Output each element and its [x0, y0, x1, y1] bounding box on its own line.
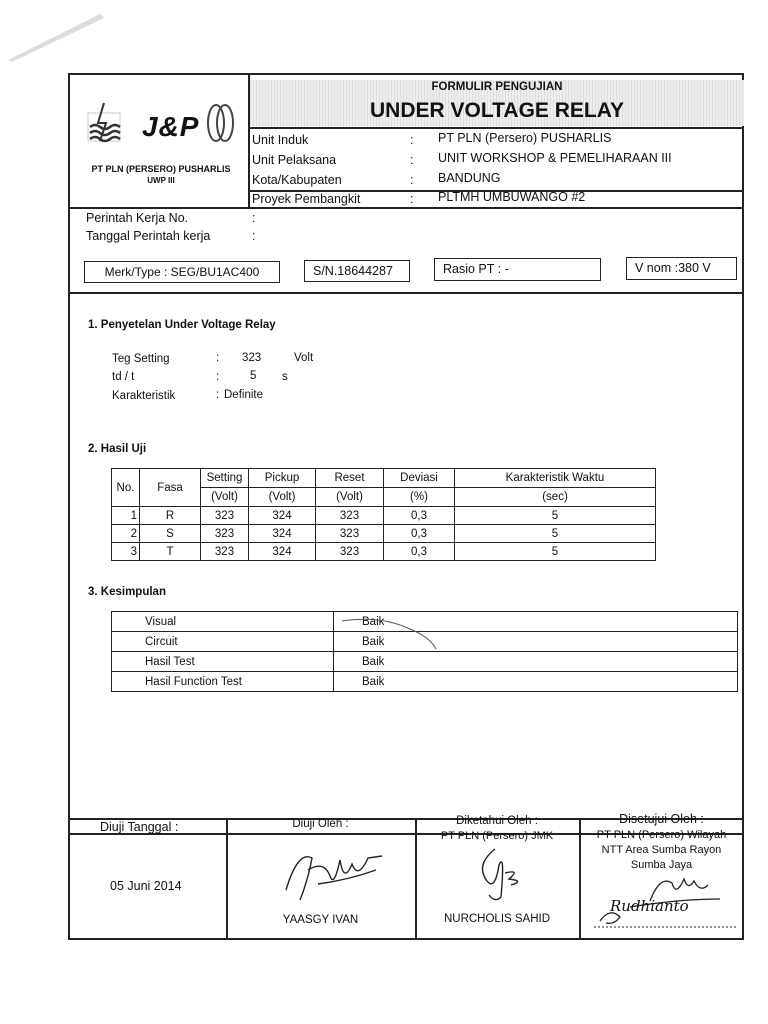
info-value-proyek: PLTMH UMBUWANGO #2	[438, 190, 586, 204]
col-header-reset: Reset	[316, 469, 384, 488]
section2-heading: 2. Hasil Uji	[88, 443, 147, 455]
cell-no: 1	[112, 507, 140, 525]
cell-setting: 323	[201, 507, 249, 525]
col-header-pickup: Pickup	[249, 469, 316, 488]
approved-by-org-line2: NTT Area Sumba Rayon	[601, 844, 722, 856]
info-value-kota: BANDUNG	[438, 171, 501, 185]
setting-unit-td: s	[282, 371, 288, 383]
test-form	[68, 73, 744, 940]
approved-by-org-line3: Sumba Jaya	[630, 859, 693, 871]
info-label-unit-pelaksana: Unit Pelaksana	[252, 153, 337, 167]
signature-tester	[278, 840, 388, 910]
cell-karakteristik-waktu: 5	[455, 525, 656, 543]
test-date-label: Diuji Tanggal :	[100, 820, 179, 834]
header-rule-4	[70, 207, 744, 209]
cell-pickup: 324	[249, 543, 316, 561]
known-by-label: Diketahui Oleh :	[456, 815, 538, 827]
section1-heading: 1. Penyetelan Under Voltage Relay	[88, 319, 276, 331]
conclusion-item: Circuit	[112, 632, 334, 652]
col-unit-deviasi: (%)	[384, 488, 455, 507]
scan-artifact	[0, 0, 110, 70]
cell-setting: 323	[201, 525, 249, 543]
conclusion-item: Visual	[112, 612, 334, 632]
setting-label-teg: Teg Setting	[112, 353, 170, 365]
work-order-date-label: Tanggal Perintah kerja	[86, 229, 211, 243]
form-label: FORMULIR PENGUJIAN	[431, 81, 563, 93]
tested-by-name: YAASGY IVAN	[282, 914, 359, 926]
known-by-org: PT PLN (Persero) JMK	[440, 830, 554, 842]
col-header-fasa: Fasa	[140, 469, 201, 507]
conclusion-result: Baik	[334, 672, 738, 692]
cell-reset: 323	[316, 543, 384, 561]
section3-heading: 3. Kesimpulan	[88, 586, 166, 598]
info-value-unit-pelaksana: UNIT WORKSHOP & PEMELIHARAAN III	[438, 151, 672, 165]
work-order-sep: :	[252, 211, 256, 225]
conclusion-result: Baik	[334, 632, 738, 652]
table-row	[112, 507, 656, 525]
cell-no: 2	[112, 525, 140, 543]
approved-by-label: Disetujui Oleh :	[619, 812, 704, 826]
cell-deviasi: 0,3	[384, 525, 455, 543]
cell-pickup: 324	[249, 525, 316, 543]
company-name: PT PLN (PERSERO) PUSHARLIS	[91, 164, 231, 174]
work-order-no-label: Perintah Kerja No.	[86, 211, 189, 225]
cell-fasa: T	[140, 543, 201, 561]
setting-unit-teg: Volt	[294, 352, 314, 364]
info-sep: :	[410, 133, 414, 147]
col-unit-setting: (Volt)	[201, 488, 249, 507]
col-header-deviasi: Deviasi	[384, 469, 455, 488]
logo-text: J&P	[142, 111, 200, 142]
cell-karakteristik-waktu: 5	[455, 507, 656, 525]
page-title: UNDER VOLTAGE RELAY	[370, 99, 624, 122]
cell-reset: 323	[316, 507, 384, 525]
info-label-kota: Kota/Kabupaten	[252, 173, 342, 187]
cell-karakteristik-waktu: 5	[455, 543, 656, 561]
logo	[84, 97, 244, 157]
pen-mark	[340, 615, 450, 655]
conclusion-item: Hasil Test	[112, 652, 334, 672]
setting-value-karakteristik: Definite	[224, 389, 263, 401]
known-by-name: NURCHOLIS SAHID	[443, 913, 551, 925]
conclusion-result: Baik	[334, 612, 738, 632]
setting-value-teg: 323	[242, 352, 262, 364]
header-rule-2	[248, 127, 744, 129]
signature-known-by	[465, 845, 535, 905]
order-rule	[70, 292, 744, 294]
v-nom-box: V nom :380 V	[626, 257, 737, 280]
cell-pickup: 324	[249, 507, 316, 525]
setting-sep: :	[216, 371, 220, 383]
setting-value-td: 5	[250, 370, 257, 382]
setting-sep: :	[216, 352, 220, 364]
info-label-unit-induk: Unit Induk	[252, 133, 309, 147]
cell-fasa: S	[140, 525, 201, 543]
conclusion-item: Hasil Function Test	[112, 672, 334, 692]
info-sep: :	[410, 153, 414, 167]
info-label-proyek: Proyek Pembangkit	[252, 192, 361, 206]
tested-by-label: Diuji Oleh :	[292, 818, 349, 830]
merk-type-box: Merk/Type : SEG/BU1AC400	[84, 261, 280, 283]
table-row	[112, 525, 656, 543]
col-header-no: No.	[112, 469, 140, 507]
cell-setting: 323	[201, 543, 249, 561]
setting-sep: :	[216, 389, 220, 401]
setting-label-karakteristik: Karakteristik	[112, 390, 176, 402]
col-header-karakteristik-waktu: Karakteristik Waktu	[455, 469, 656, 488]
table-row	[112, 543, 656, 561]
test-date-value: 05 Juni 2014	[110, 879, 182, 893]
approved-by-org-line1: PT PLN (Persero) Wilayah	[596, 829, 727, 841]
cell-deviasi: 0,3	[384, 543, 455, 561]
col-header-setting: Setting	[201, 469, 249, 488]
approved-by-name: Rudhianto	[610, 897, 689, 915]
conclusion-result: Baik	[334, 652, 738, 672]
info-value-unit-induk: PT PLN (Persero) PUSHARLIS	[438, 131, 612, 145]
cell-fasa: R	[140, 507, 201, 525]
cell-deviasi: 0,3	[384, 507, 455, 525]
col-unit-reset: (Volt)	[316, 488, 384, 507]
setting-label-td: td / t	[112, 371, 135, 383]
col-unit-karakteristik-waktu: (sec)	[455, 488, 656, 507]
rasio-pt-box: Rasio PT : -	[434, 258, 601, 281]
serial-number-box: S/N.18644287	[304, 260, 410, 282]
results-table	[111, 468, 656, 561]
info-sep: :	[410, 173, 414, 187]
col-unit-pickup: (Volt)	[249, 488, 316, 507]
info-sep: :	[410, 192, 414, 206]
cell-reset: 323	[316, 525, 384, 543]
company-unit: UWP III	[147, 176, 175, 185]
work-order-sep: :	[252, 229, 256, 243]
conclusion-row	[112, 672, 738, 692]
cell-no: 3	[112, 543, 140, 561]
